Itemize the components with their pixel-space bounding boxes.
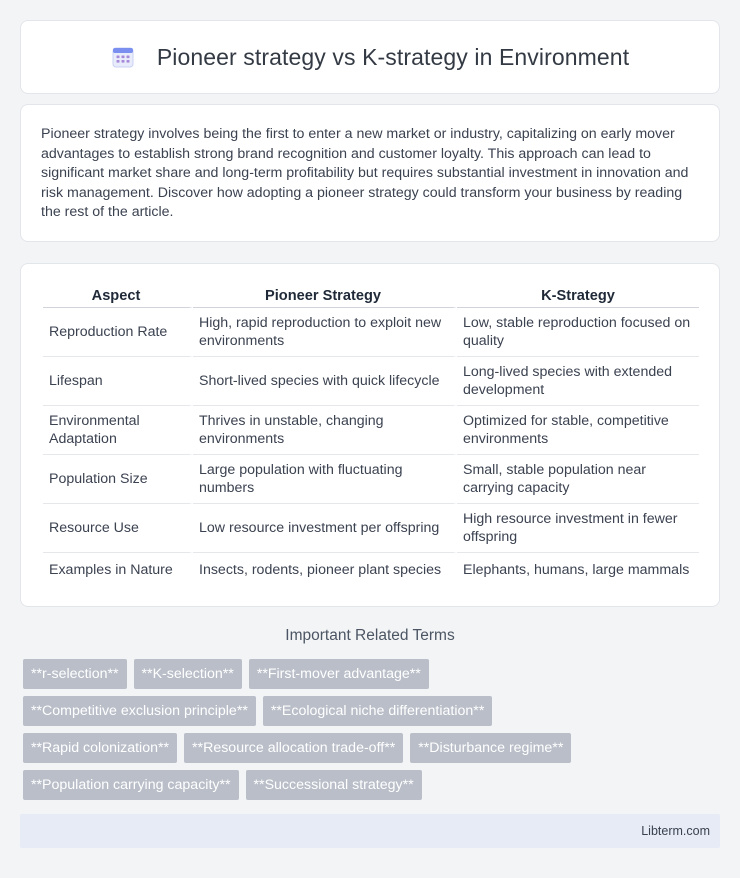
tag-r-selection[interactable]: **r-selection** (23, 659, 127, 689)
table-row (43, 406, 699, 455)
tag-successional-strategy[interactable]: **Successional strategy** (246, 770, 422, 800)
cell-k-strategy: High resource investment in fewer offspring (457, 504, 699, 553)
tag-niche-differentiation[interactable]: **Ecological niche differentiation** (263, 696, 492, 726)
table-header-row (43, 284, 699, 308)
footer (20, 814, 720, 848)
tag-carrying-capacity[interactable]: **Population carrying capacity** (23, 770, 239, 800)
cell-aspect: Examples in Nature (43, 553, 193, 587)
table-row (43, 455, 699, 504)
cell-k-strategy: Low, stable reproduction focused on quality (457, 308, 699, 357)
tag-resource-allocation[interactable]: **Resource allocation trade-off** (184, 733, 403, 763)
table-row (43, 504, 699, 553)
tag-competitive-exclusion[interactable]: **Competitive exclusion principle** (23, 696, 256, 726)
tag-row (23, 733, 723, 763)
cell-aspect: Environmental Adaptation (43, 406, 193, 455)
table-row (43, 357, 699, 406)
tag-disturbance-regime[interactable]: **Disturbance regime** (410, 733, 571, 763)
cell-k-strategy: Small, stable population near carrying capacity (457, 455, 699, 504)
table-row (43, 553, 699, 587)
cell-k-strategy: Long-lived species with extended development (457, 357, 699, 406)
footer-site-link[interactable]: Libterm.com (641, 824, 710, 838)
title-card (20, 20, 720, 94)
cell-pioneer: Large population with fluctuating numbers (193, 455, 457, 504)
page-title: Pioneer strategy vs K-strategy in Environment (156, 43, 630, 70)
intro-text: Pioneer strategy involves being the first to enter a new market or industry, capitalizing on early mover advantages to establish strong brand recognition and customer loyalty. This approach can lead to significant market share and long-term profitability but requires substantial investment in innovation and risk management. Discover how adopting a pioneer strategy could transform your business by reading the rest of the article. (41, 126, 689, 221)
cell-pioneer: Short-lived species with quick lifecycle (193, 357, 457, 406)
table-row (43, 308, 699, 357)
calendar-icon (111, 45, 135, 69)
tag-first-mover-advantage[interactable]: **First-mover advantage** (249, 659, 429, 689)
related-terms (23, 659, 723, 807)
header-k-strategy: K-Strategy (457, 284, 699, 308)
comparison-card (20, 263, 720, 607)
cell-k-strategy: Optimized for stable, competitive environments (457, 406, 699, 455)
related-terms-title: Important Related Terms (285, 627, 455, 644)
cell-pioneer: Thrives in unstable, changing environments (193, 406, 457, 455)
cell-pioneer: High, rapid reproduction to exploit new environments (193, 308, 457, 357)
cell-aspect: Lifespan (43, 357, 193, 406)
tag-row (23, 770, 723, 800)
cell-pioneer: Low resource investment per offspring (193, 504, 457, 553)
tag-row (23, 659, 723, 689)
cell-aspect: Reproduction Rate (43, 308, 193, 357)
tag-rapid-colonization[interactable]: **Rapid colonization** (23, 733, 177, 763)
cell-pioneer: Insects, rodents, pioneer plant species (193, 553, 457, 587)
header-aspect: Aspect (43, 284, 193, 308)
cell-aspect: Resource Use (43, 504, 193, 553)
cell-k-strategy: Elephants, humans, large mammals (463, 562, 690, 578)
tag-k-selection[interactable]: **K-selection** (134, 659, 242, 689)
header-pioneer: Pioneer Strategy (193, 284, 457, 308)
tag-row (23, 696, 723, 726)
intro-card (20, 104, 720, 242)
cell-aspect: Population Size (43, 455, 193, 504)
comparison-table (43, 284, 699, 587)
